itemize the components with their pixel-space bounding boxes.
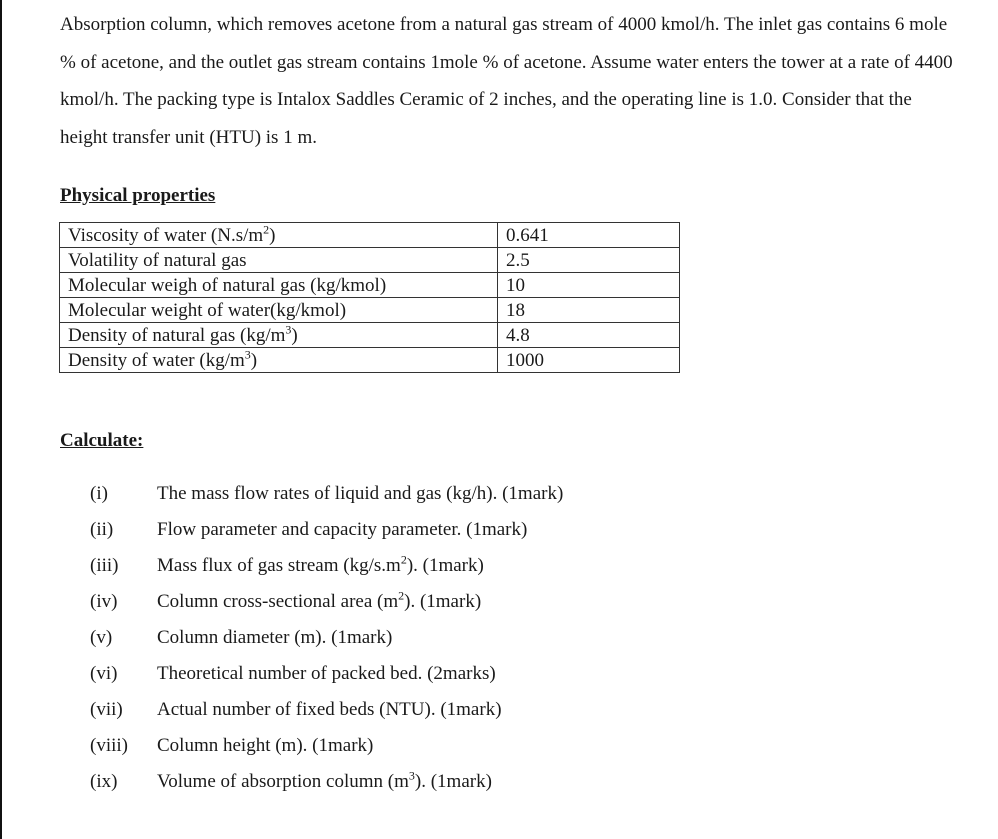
list-item bbox=[90, 656, 563, 692]
list-item bbox=[90, 692, 563, 728]
task-number: (iii) bbox=[90, 555, 119, 576]
task-number: (iv) bbox=[90, 591, 118, 612]
left-border-line bbox=[0, 0, 2, 839]
calculation-task-list bbox=[90, 476, 563, 800]
property-value: 10 bbox=[498, 273, 680, 298]
task-text: Flow parameter and capacity parameter. (1mark) bbox=[157, 519, 528, 540]
task-text: Column diameter (m). (1mark) bbox=[157, 627, 393, 648]
table-row bbox=[60, 248, 680, 273]
property-value: 1000 bbox=[498, 348, 680, 373]
list-item bbox=[90, 728, 563, 764]
list-item: (iv) Column cross-sectional area $(m^2)$. (1mark) bbox=[90, 584, 563, 620]
property-name: Volatility of natural gas bbox=[60, 248, 498, 273]
task-text: Column cross-sectional area (m bbox=[157, 591, 399, 612]
property-name: Viscosity of water $(N.s/m^2)$ bbox=[60, 223, 498, 248]
task-number: (i) bbox=[90, 483, 108, 504]
table-row bbox=[60, 223, 680, 248]
task-text: Theoretical number of packed bed. (2marks) bbox=[157, 663, 496, 684]
task-text: Mass flux of gas stream (kg/s.m bbox=[157, 555, 401, 576]
physical-properties-heading: Physical properties bbox=[60, 185, 216, 206]
task-text: The mass flow rates of liquid and gas (kg/h). (1mark) bbox=[157, 483, 564, 504]
task-text: Volume of absorption column (m bbox=[157, 771, 409, 792]
problem-statement: Absorption column, which removes acetone from a natural gas stream of 4000 kmol/h. The inlet gas contains 6 mole % of acetone, and the outlet gas stream contains 1mole % of acetone. Assume water enters the tower at a rate of 4400 kmol/h. The packing type is Intalox Saddles Ceramic of 2 inches, and the operating line is 1.0. Consider that the height transfer unit (HTU) is 1 m. bbox=[60, 14, 953, 148]
table-row bbox=[60, 348, 680, 373]
list-item bbox=[90, 476, 563, 512]
task-number: (viii) bbox=[90, 735, 128, 756]
table-row bbox=[60, 323, 680, 348]
list-item: (iii) Mass flux of gas stream $(kg/s.m^2)$. (1mark) bbox=[90, 548, 563, 584]
task-text: Column height (m). (1mark) bbox=[157, 735, 374, 756]
property-value: 4.8 bbox=[498, 323, 680, 348]
property-value: 0.641 bbox=[498, 223, 680, 248]
property-name: Density of natural gas $(kg/m^3)$ bbox=[60, 323, 498, 348]
property-name: Molecular weight of water(kg/kmol) bbox=[60, 298, 498, 323]
property-name: Density of water $(kg/m^3)$ bbox=[60, 348, 498, 373]
table-row bbox=[60, 273, 680, 298]
task-number: (vi) bbox=[90, 663, 118, 684]
task-number: (ix) bbox=[90, 771, 118, 792]
physical-properties-table bbox=[59, 222, 680, 373]
table-row bbox=[60, 298, 680, 323]
task-number: (vii) bbox=[90, 699, 123, 720]
list-item bbox=[90, 512, 563, 548]
list-item bbox=[90, 620, 563, 656]
property-name: Molecular weigh of natural gas (kg/kmol) bbox=[60, 273, 498, 298]
task-number: (v) bbox=[90, 627, 113, 648]
property-value: 18 bbox=[498, 298, 680, 323]
task-text: Actual number of fixed beds (NTU). (1mark) bbox=[157, 699, 502, 720]
property-value: 2.5 bbox=[498, 248, 680, 273]
task-number: (ii) bbox=[90, 519, 114, 540]
list-item: (ix) Volume of absorption column $(m^3)$. (1mark) bbox=[90, 764, 563, 800]
calculate-heading: Calculate: bbox=[60, 430, 144, 451]
